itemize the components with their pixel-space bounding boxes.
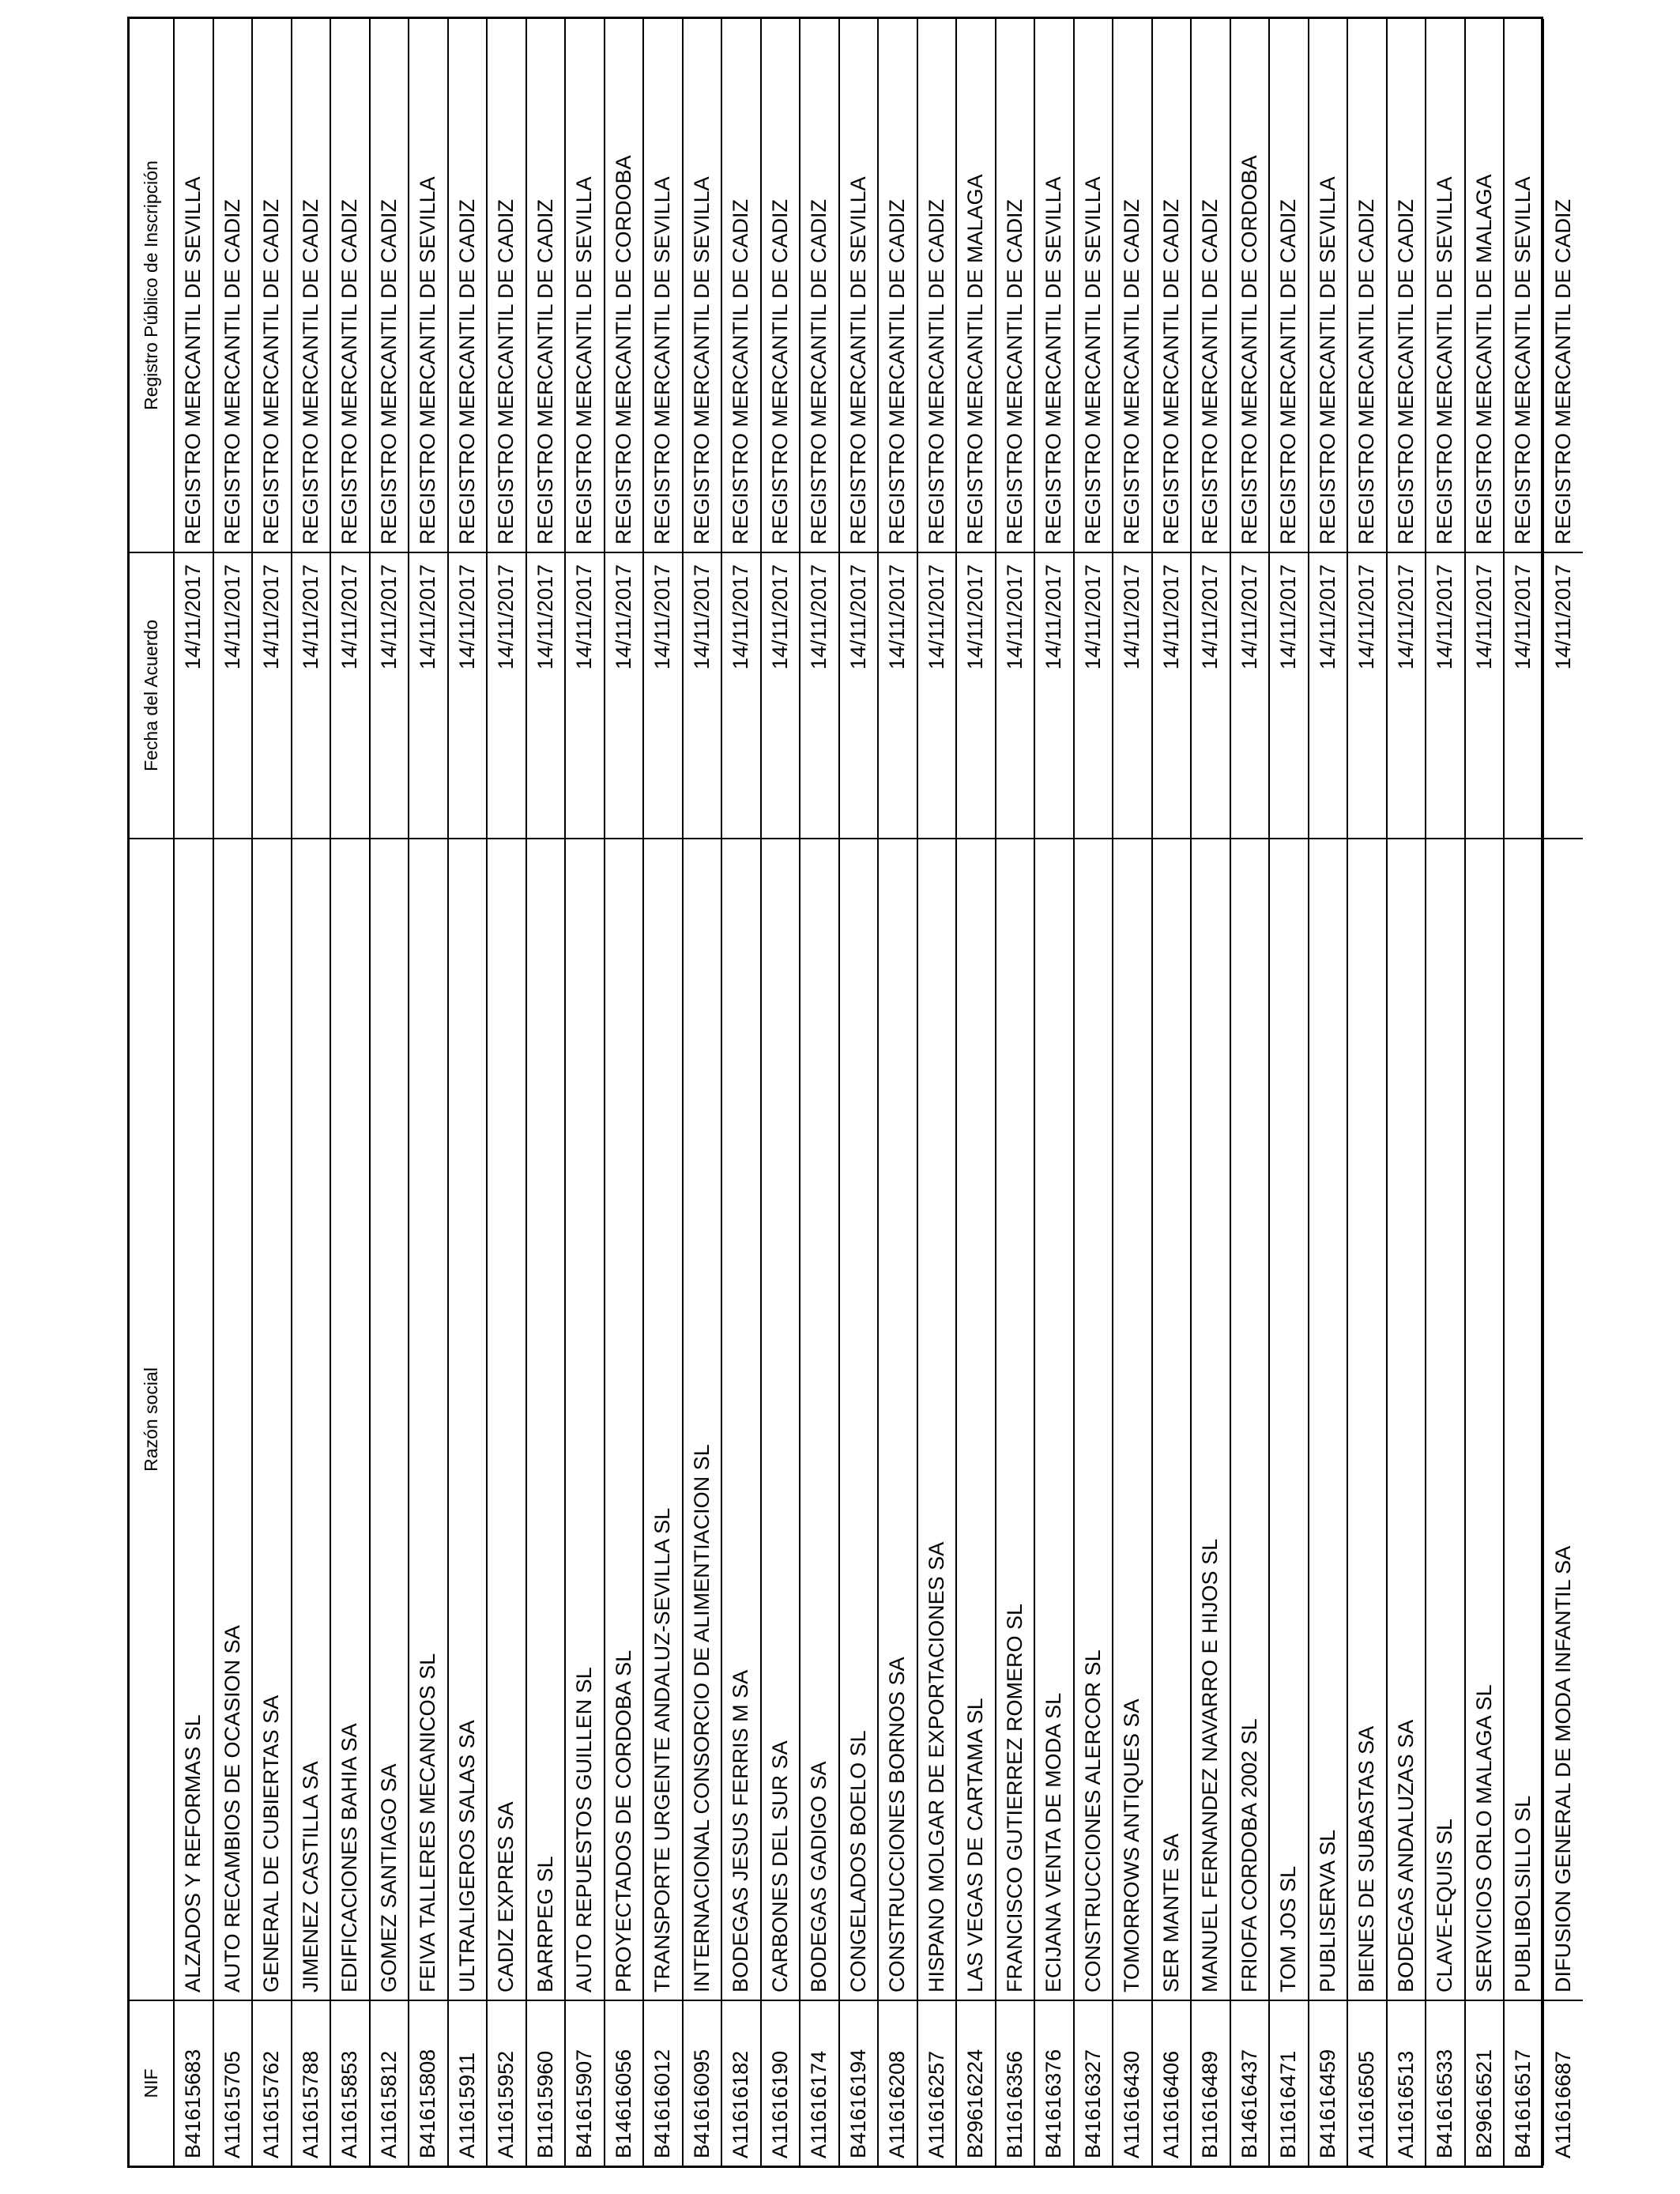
fecha-cell: 14/11/2017 [644, 552, 682, 838]
table-row [1544, 19, 1584, 2166]
registro-cell: REGISTRO MERCANTIL DE CADIZ [494, 198, 518, 545]
razon-social-cell: ULTRALIGEROS SALAS SA [449, 838, 487, 2000]
nif-cell: B11616489 [1192, 2000, 1230, 2166]
nif-cell: A11616208 [879, 2000, 917, 2166]
table-row [449, 19, 488, 2166]
nif-cell: B41616533 [1426, 2000, 1464, 2166]
razon-social-cell: SER MANTE SA [1153, 838, 1191, 2000]
razon-social-cell: PROYECTADOS DE CORDOBA SL [605, 838, 643, 2000]
nif-cell: B14616437 [1231, 2000, 1269, 2166]
razon-social-cell: MANUEL FERNANDEZ NAVARRO E HIJOS SL [1192, 838, 1230, 2000]
nif-cell: B29616521 [1466, 2000, 1504, 2166]
registro-cell: REGISTRO MERCANTIL DE CORDOBA [611, 155, 635, 545]
fecha-cell: 14/11/2017 [762, 552, 800, 838]
nif-cell: B41616517 [1505, 2000, 1543, 2166]
razon-social-cell: SERVICIOS ORLO MALAGA SL [1466, 838, 1504, 2000]
fecha-cell: 14/11/2017 [1231, 552, 1269, 838]
nif-cell: A11616190 [762, 2000, 800, 2166]
fecha-cell: 14/11/2017 [1270, 552, 1308, 838]
table-row [762, 19, 801, 2166]
razon-social-cell: FRANCISCO GUTIERREZ ROMERO SL [996, 838, 1034, 2000]
registro-cell: REGISTRO MERCANTIL DE CADIZ [1550, 198, 1575, 545]
nif-cell: B41616376 [1035, 2000, 1073, 2166]
nif-cell: A11616406 [1153, 2000, 1191, 2166]
fecha-cell: 14/11/2017 [1309, 552, 1347, 838]
registro-cell: REGISTRO MERCANTIL DE SEVILLA [846, 176, 870, 545]
table-row [996, 19, 1036, 2166]
registro-cell: REGISTRO MERCANTIL DE SEVILLA [181, 176, 205, 545]
nif-cell: A11615812 [371, 2000, 409, 2166]
fecha-cell: 14/11/2017 [527, 552, 565, 838]
razon-social-cell: INTERNACIONAL CONSORCIO DE ALIMENTIACION SL [684, 838, 721, 2000]
fecha-cell: 14/11/2017 [175, 552, 213, 838]
registro-cell: REGISTRO MERCANTIL DE MALAGA [1471, 174, 1496, 545]
fecha-cell: 14/11/2017 [879, 552, 917, 838]
table-row [1426, 19, 1466, 2166]
registro-cell: REGISTRO MERCANTIL DE CORDOBA [1237, 155, 1261, 545]
fecha-cell: 14/11/2017 [1426, 552, 1464, 838]
registro-cell: REGISTRO MERCANTIL DE SEVILLA [572, 176, 597, 545]
table-row [879, 19, 918, 2166]
nif-cell: B11616356 [996, 2000, 1034, 2166]
fecha-cell: 14/11/2017 [566, 552, 604, 838]
nif-cell: B41616327 [1075, 2000, 1113, 2166]
registro-cell: REGISTRO MERCANTIL DE CADIZ [1354, 198, 1379, 545]
fecha-cell: 14/11/2017 [918, 552, 956, 838]
nif-cell: B29616224 [957, 2000, 995, 2166]
registro-cell: REGISTRO MERCANTIL DE CADIZ [729, 198, 753, 545]
table-row [1192, 19, 1231, 2166]
registro-cell: REGISTRO MERCANTIL DE CADIZ [259, 198, 284, 545]
table-row [605, 19, 645, 2166]
table-row [566, 19, 605, 2166]
registro-cell: REGISTRO MERCANTIL DE CADIZ [1002, 198, 1026, 545]
table-row [527, 19, 567, 2166]
nif-cell: B11615960 [527, 2000, 565, 2166]
table-row [684, 19, 723, 2166]
table-row [1270, 19, 1309, 2166]
fecha-cell: 14/11/2017 [800, 552, 838, 838]
registro-cell: REGISTRO MERCANTIL DE CADIZ [767, 198, 792, 545]
table-row [1113, 19, 1153, 2166]
fecha-cell: 14/11/2017 [957, 552, 995, 838]
registro-cell: REGISTRO MERCANTIL DE CADIZ [885, 198, 910, 545]
table-header-row [130, 19, 175, 2166]
registro-cell: REGISTRO MERCANTIL DE CADIZ [337, 198, 362, 545]
registro-cell: REGISTRO MERCANTIL DE SEVILLA [1315, 176, 1339, 545]
registro-cell: REGISTRO MERCANTIL DE SEVILLA [650, 176, 675, 545]
razon-social-cell: AUTO REPUESTOS GUILLEN SL [566, 838, 604, 2000]
fecha-cell: 14/11/2017 [371, 552, 409, 838]
registro-cell: REGISTRO MERCANTIL DE CADIZ [807, 198, 831, 545]
registro-cell: REGISTRO MERCANTIL DE SEVILLA [689, 176, 714, 545]
nif-cell: A11615705 [214, 2000, 252, 2166]
nif-cell: A11615762 [253, 2000, 291, 2166]
fecha-cell: 14/11/2017 [1192, 552, 1230, 838]
nif-cell: B41616095 [684, 2000, 721, 2166]
table-row [957, 19, 996, 2166]
nif-cell: B41616194 [840, 2000, 878, 2166]
table-row [409, 19, 449, 2166]
table-row [331, 19, 371, 2166]
registro-cell: REGISTRO MERCANTIL DE SEVILLA [1080, 176, 1105, 545]
razon-social-cell: GENERAL DE CUBIERTAS SA [253, 838, 291, 2000]
nif-cell: A11616257 [918, 2000, 956, 2166]
table-row [175, 19, 214, 2166]
nif-cell: A11615911 [449, 2000, 487, 2166]
razon-social-cell: CADIZ EXPRES SA [488, 838, 525, 2000]
registro-cell: REGISTRO MERCANTIL DE SEVILLA [416, 176, 440, 545]
table-row [840, 19, 880, 2166]
registro-cell: REGISTRO MERCANTIL DE CADIZ [454, 198, 479, 545]
registro-cell: REGISTRO MERCANTIL DE CADIZ [924, 198, 948, 545]
fecha-cell: 14/11/2017 [1035, 552, 1073, 838]
table-row [918, 19, 958, 2166]
table-row [722, 19, 762, 2166]
razon-social-cell: JIMENEZ CASTILLA SA [292, 838, 330, 2000]
nif-cell: A11616174 [800, 2000, 838, 2166]
fecha-cell: 14/11/2017 [684, 552, 721, 838]
fecha-cell: 14/11/2017 [1388, 552, 1426, 838]
table-row [1309, 19, 1349, 2166]
table-row [1035, 19, 1075, 2166]
fecha-cell: 14/11/2017 [331, 552, 369, 838]
razon-social-cell: BODEGAS ANDALUZAS SA [1388, 838, 1426, 2000]
registro-cell: REGISTRO MERCANTIL DE SEVILLA [1511, 176, 1535, 545]
table-row [1388, 19, 1427, 2166]
fecha-cell: 14/11/2017 [1505, 552, 1543, 838]
header-registro: Registro Público de Inscripción [141, 160, 161, 410]
companies-table [127, 17, 1575, 2168]
fecha-cell: 14/11/2017 [488, 552, 525, 838]
registro-cell: REGISTRO MERCANTIL DE CADIZ [1276, 198, 1301, 545]
table-row [1075, 19, 1114, 2166]
fecha-cell: 14/11/2017 [449, 552, 487, 838]
razon-social-cell: ALZADOS Y REFORMAS SL [175, 838, 213, 2000]
registro-cell: REGISTRO MERCANTIL DE CADIZ [376, 198, 401, 545]
razon-social-cell: LAS VEGAS DE CARTAMA SL [957, 838, 995, 2000]
table-row [253, 19, 292, 2166]
registro-cell: REGISTRO MERCANTIL DE SEVILLA [1042, 176, 1066, 545]
table-row [1348, 19, 1388, 2166]
razon-social-cell: PUBLIBOLSILLO SL [1505, 838, 1543, 2000]
razon-social-cell: CONGELADOS BOELO SL [840, 838, 878, 2000]
fecha-cell: 14/11/2017 [722, 552, 760, 838]
razon-social-cell: CLAVE-EQUIS SL [1426, 838, 1464, 2000]
razon-social-cell: FEIVA TALLERES MECANICOS SL [409, 838, 447, 2000]
razon-social-cell: CARBONES DEL SUR SA [762, 838, 800, 2000]
table-row [214, 19, 254, 2166]
registro-cell: REGISTRO MERCANTIL DE MALAGA [963, 174, 988, 545]
fecha-cell: 14/11/2017 [292, 552, 330, 838]
fecha-cell: 14/11/2017 [605, 552, 643, 838]
registro-cell: REGISTRO MERCANTIL DE CADIZ [533, 198, 557, 545]
nif-cell: A11615952 [488, 2000, 525, 2166]
nif-cell: A11616513 [1388, 2000, 1426, 2166]
razon-social-cell: PUBLISERVA SL [1309, 838, 1347, 2000]
razon-social-cell: BIENES DE SUBASTAS SA [1348, 838, 1386, 2000]
razon-social-cell: CONSTRUCCIONES ALERCOR SL [1075, 838, 1113, 2000]
razon-social-cell: TOM JOS SL [1270, 838, 1308, 2000]
fecha-cell: 14/11/2017 [214, 552, 252, 838]
razon-social-cell: BARRPEG SL [527, 838, 565, 2000]
table-row [1153, 19, 1192, 2166]
fecha-cell: 14/11/2017 [1466, 552, 1504, 838]
table-row [800, 19, 840, 2166]
nif-cell: A11616505 [1348, 2000, 1386, 2166]
fecha-cell: 14/11/2017 [1348, 552, 1386, 838]
table-row [371, 19, 410, 2166]
fecha-cell: 14/11/2017 [1113, 552, 1151, 838]
razon-social-cell: EDIFICACIONES BAHIA SA [331, 838, 369, 2000]
registro-cell: REGISTRO MERCANTIL DE CADIZ [1393, 198, 1418, 545]
header-fecha-acuerdo: Fecha del Acuerdo [130, 552, 173, 838]
razon-social-cell: HISPANO MOLGAR DE EXPORTACIONES SA [918, 838, 956, 2000]
fecha-cell: 14/11/2017 [1075, 552, 1113, 838]
nif-cell: B11616471 [1270, 2000, 1308, 2166]
table-row [1505, 19, 1544, 2166]
header-razon-social: Razón social [130, 838, 173, 2000]
registro-cell: REGISTRO MERCANTIL DE CADIZ [1198, 198, 1222, 545]
razon-social-cell: AUTO RECAMBIOS DE OCASION SA [214, 838, 252, 2000]
nif-cell: A11616182 [722, 2000, 760, 2166]
table-row [1231, 19, 1271, 2166]
fecha-cell: 14/11/2017 [409, 552, 447, 838]
registro-cell: REGISTRO MERCANTIL DE CADIZ [1158, 198, 1183, 545]
table-row [292, 19, 332, 2166]
razon-social-cell: DIFUSION GENERAL DE MODA INFANTIL SA [1544, 838, 1584, 2000]
registro-cell: REGISTRO MERCANTIL DE SEVILLA [1433, 176, 1457, 545]
razon-social-cell: TRANSPORTE URGENTE ANDALUZ-SEVILLA SL [644, 838, 682, 2000]
fecha-cell: 14/11/2017 [1153, 552, 1191, 838]
nif-cell: A11616430 [1113, 2000, 1151, 2166]
razon-social-cell: TOMORROWS ANTIQUES SA [1113, 838, 1151, 2000]
registro-cell: REGISTRO MERCANTIL DE CADIZ [220, 198, 244, 545]
razon-social-cell: CONSTRUCCIONES BORNOS SA [879, 838, 917, 2000]
razon-social-cell: FRIOFA CORDOBA 2002 SL [1231, 838, 1269, 2000]
nif-cell: B41616459 [1309, 2000, 1347, 2166]
header-nif: NIF [130, 2000, 173, 2166]
registro-cell: REGISTRO MERCANTIL DE CADIZ [298, 198, 322, 545]
nif-cell: A11615788 [292, 2000, 330, 2166]
nif-cell: A11616687 [1544, 2000, 1584, 2166]
nif-cell: B41615683 [175, 2000, 213, 2166]
fecha-cell: 14/11/2017 [253, 552, 291, 838]
table-row [644, 19, 684, 2166]
fecha-cell: 14/11/2017 [840, 552, 878, 838]
nif-cell: B41615808 [409, 2000, 447, 2166]
fecha-cell: 14/11/2017 [1544, 552, 1584, 838]
table-row [1466, 19, 1505, 2166]
razon-social-cell: GOMEZ SANTIAGO SA [371, 838, 409, 2000]
nif-cell: B41615907 [566, 2000, 604, 2166]
nif-cell: B41616012 [644, 2000, 682, 2166]
razon-social-cell: ECIJANA VENTA DE MODA SL [1035, 838, 1073, 2000]
table-row [488, 19, 527, 2166]
razon-social-cell: BODEGAS GADIGO SA [800, 838, 838, 2000]
nif-cell: A11615853 [331, 2000, 369, 2166]
registro-cell: REGISTRO MERCANTIL DE CADIZ [1120, 198, 1144, 545]
nif-cell: B14616056 [605, 2000, 643, 2166]
razon-social-cell: BODEGAS JESUS FERRIS M SA [722, 838, 760, 2000]
fecha-cell: 14/11/2017 [996, 552, 1034, 838]
